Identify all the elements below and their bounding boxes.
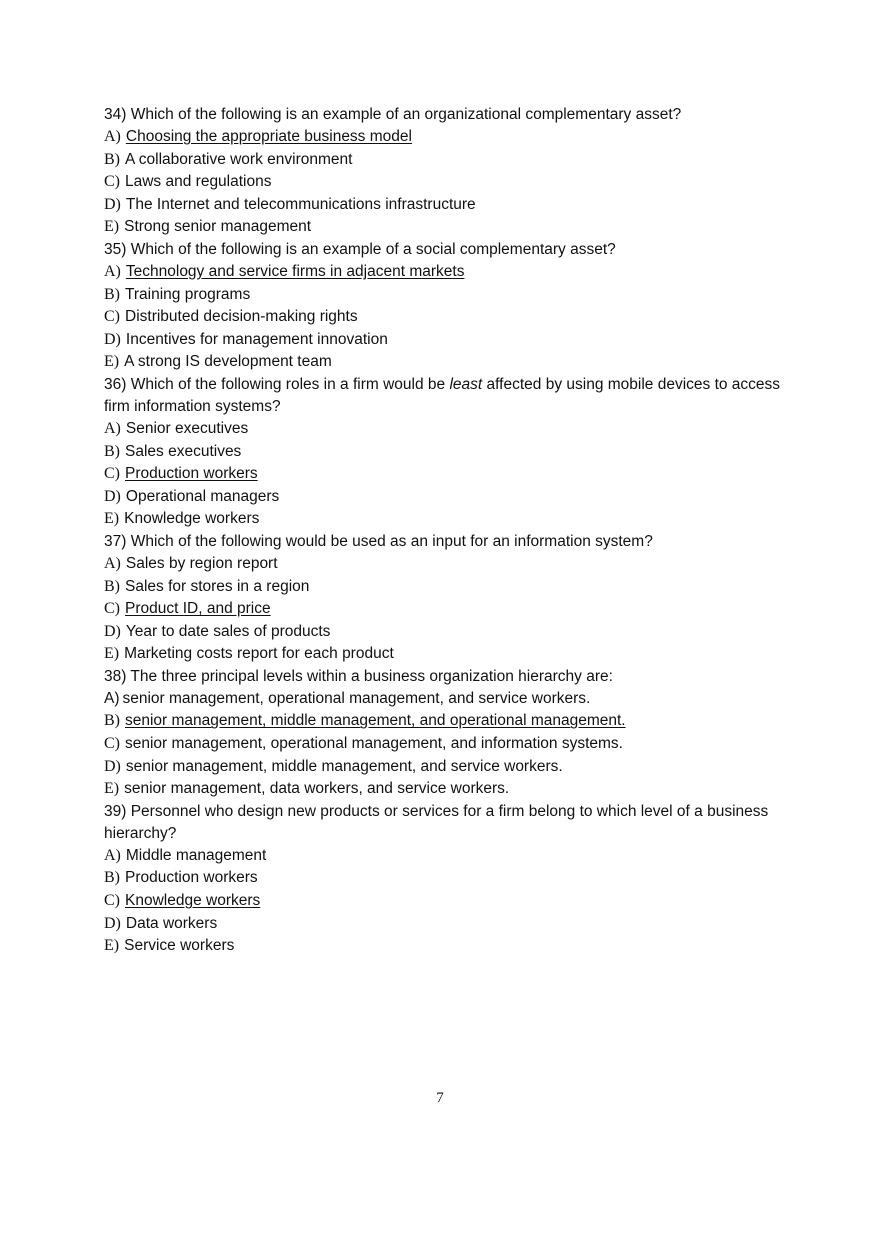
option-letter: C) — [104, 308, 120, 326]
option-text: Middle management — [125, 846, 267, 864]
option-34-d — [104, 194, 784, 217]
option-text: senior management, operational management, and information systems. — [125, 735, 623, 753]
question-36-prompt — [104, 374, 784, 418]
option-37-a — [104, 553, 784, 576]
question-35-prompt: 35) Which of the following is an example of a social complementary asset? — [104, 240, 616, 258]
option-letter: B) — [104, 442, 120, 460]
option-letter: B) — [104, 869, 120, 887]
option-38-a — [104, 688, 784, 711]
option-text: senior management, middle management, and service workers. — [125, 757, 563, 775]
option-39-e — [104, 935, 784, 958]
option-text: senior management, data workers, and service workers. — [124, 780, 510, 798]
option-34-b — [104, 149, 784, 172]
option-35-e — [104, 351, 784, 374]
option-letter: D) — [104, 914, 121, 932]
option-letter: B) — [104, 150, 120, 168]
question-37-prompt: 37) Which of the following would be used as an input for an information system? — [104, 532, 653, 550]
option-text: Incentives for management innovation — [125, 330, 388, 348]
option-text: Distributed decision-making rights — [125, 308, 358, 326]
option-text: Operational managers — [125, 487, 280, 505]
question-36-prompt-end: affected by using mobile devices to access firm information systems? — [104, 375, 781, 415]
option-letter: C) — [104, 735, 120, 753]
option-39-c — [104, 890, 784, 913]
option-text-correct-answer: senior management, middle management, and operational management. — [125, 712, 626, 730]
question-36-prompt-start: 36) Which of the following roles in a firm would be — [104, 375, 450, 393]
option-letter: E) — [104, 218, 120, 236]
option-letter: D) — [104, 757, 121, 775]
option-letter: A) — [104, 846, 121, 864]
question-list — [104, 104, 784, 958]
option-text: Marketing costs report for each product — [124, 645, 394, 663]
option-36-b — [104, 441, 784, 464]
option-text: A collaborative work environment — [125, 150, 353, 168]
option-text: Training programs — [125, 285, 251, 303]
option-letter: A) — [104, 419, 121, 437]
option-text: Data workers — [125, 914, 218, 932]
option-37-b — [104, 576, 784, 599]
option-38-d — [104, 756, 784, 779]
option-text-correct-answer: Choosing the appropriate business model — [125, 128, 412, 145]
option-text: Sales by region report — [125, 554, 278, 572]
option-text-correct-answer: Production workers — [125, 465, 258, 483]
option-letter: E) — [104, 645, 120, 663]
option-letter: B) — [104, 712, 120, 730]
question-34-prompt: 34) Which of the following is an example of an organizational complementary asset? — [104, 106, 682, 123]
option-37-e — [104, 643, 784, 666]
option-letter: E) — [104, 780, 120, 798]
option-letter: C) — [104, 892, 120, 910]
option-39-d — [104, 913, 784, 936]
option-38-b — [104, 710, 784, 733]
option-text-correct-answer: Technology and service firms in adjacent markets — [125, 262, 465, 280]
option-letter: B) — [104, 285, 120, 303]
option-letter: C) — [104, 173, 120, 191]
option-letter: A) — [104, 689, 120, 707]
option-text: Production workers — [125, 869, 258, 887]
option-letter: C) — [104, 465, 120, 483]
option-letter: D) — [104, 195, 121, 213]
option-text: Sales for stores in a region — [125, 577, 310, 595]
question-39-prompt: 39) Personnel who design new products or services for a firm belong to which level of a business hierarchy? — [104, 802, 769, 842]
header-mark: ... — [438, 0, 442, 3]
option-letter: D) — [104, 330, 121, 348]
option-text: Year to date sales of products — [125, 622, 331, 640]
option-letter: C) — [104, 600, 120, 618]
option-text: Senior executives — [125, 419, 249, 437]
option-34-c — [104, 171, 784, 194]
option-text: The Internet and telecommunications infrastructure — [125, 195, 476, 213]
option-text: senior management, operational management, and service workers. — [122, 689, 591, 707]
option-35-c — [104, 306, 784, 329]
option-39-b — [104, 867, 784, 890]
option-letter: E) — [104, 937, 120, 955]
option-34-e — [104, 216, 784, 239]
option-letter: A) — [104, 262, 121, 280]
option-36-e — [104, 508, 784, 531]
question-36-emphasis: least — [449, 375, 483, 393]
option-text-correct-answer: Product ID, and price — [125, 600, 271, 618]
option-letter: E) — [104, 510, 120, 528]
option-text: Service workers — [124, 937, 235, 955]
option-text: A strong IS development team — [124, 353, 332, 371]
option-text-correct-answer: Knowledge workers — [125, 892, 261, 910]
option-35-d — [104, 329, 784, 352]
question-38-prompt: 38) The three principal levels within a business organization hierarchy are: — [104, 667, 613, 685]
option-36-a — [104, 418, 784, 441]
option-text: Sales executives — [125, 442, 242, 460]
option-38-e — [104, 778, 784, 801]
option-letter: B) — [104, 577, 120, 595]
option-35-a — [104, 261, 784, 284]
option-34-a — [104, 126, 784, 149]
option-letter: D) — [104, 622, 121, 640]
page-number: 7 — [436, 1090, 444, 1106]
option-text: Knowledge workers — [124, 510, 260, 528]
option-letter: E) — [104, 353, 120, 371]
option-35-b — [104, 284, 784, 307]
option-38-c — [104, 733, 784, 756]
option-letter: A) — [104, 128, 121, 145]
option-letter: A) — [104, 554, 121, 572]
option-36-c — [104, 463, 784, 486]
option-text: Strong senior management — [124, 218, 312, 236]
option-36-d — [104, 486, 784, 509]
option-39-a — [104, 845, 784, 868]
option-37-c — [104, 598, 784, 621]
option-37-d — [104, 621, 784, 644]
option-text: Laws and regulations — [125, 173, 272, 191]
option-letter: D) — [104, 487, 121, 505]
